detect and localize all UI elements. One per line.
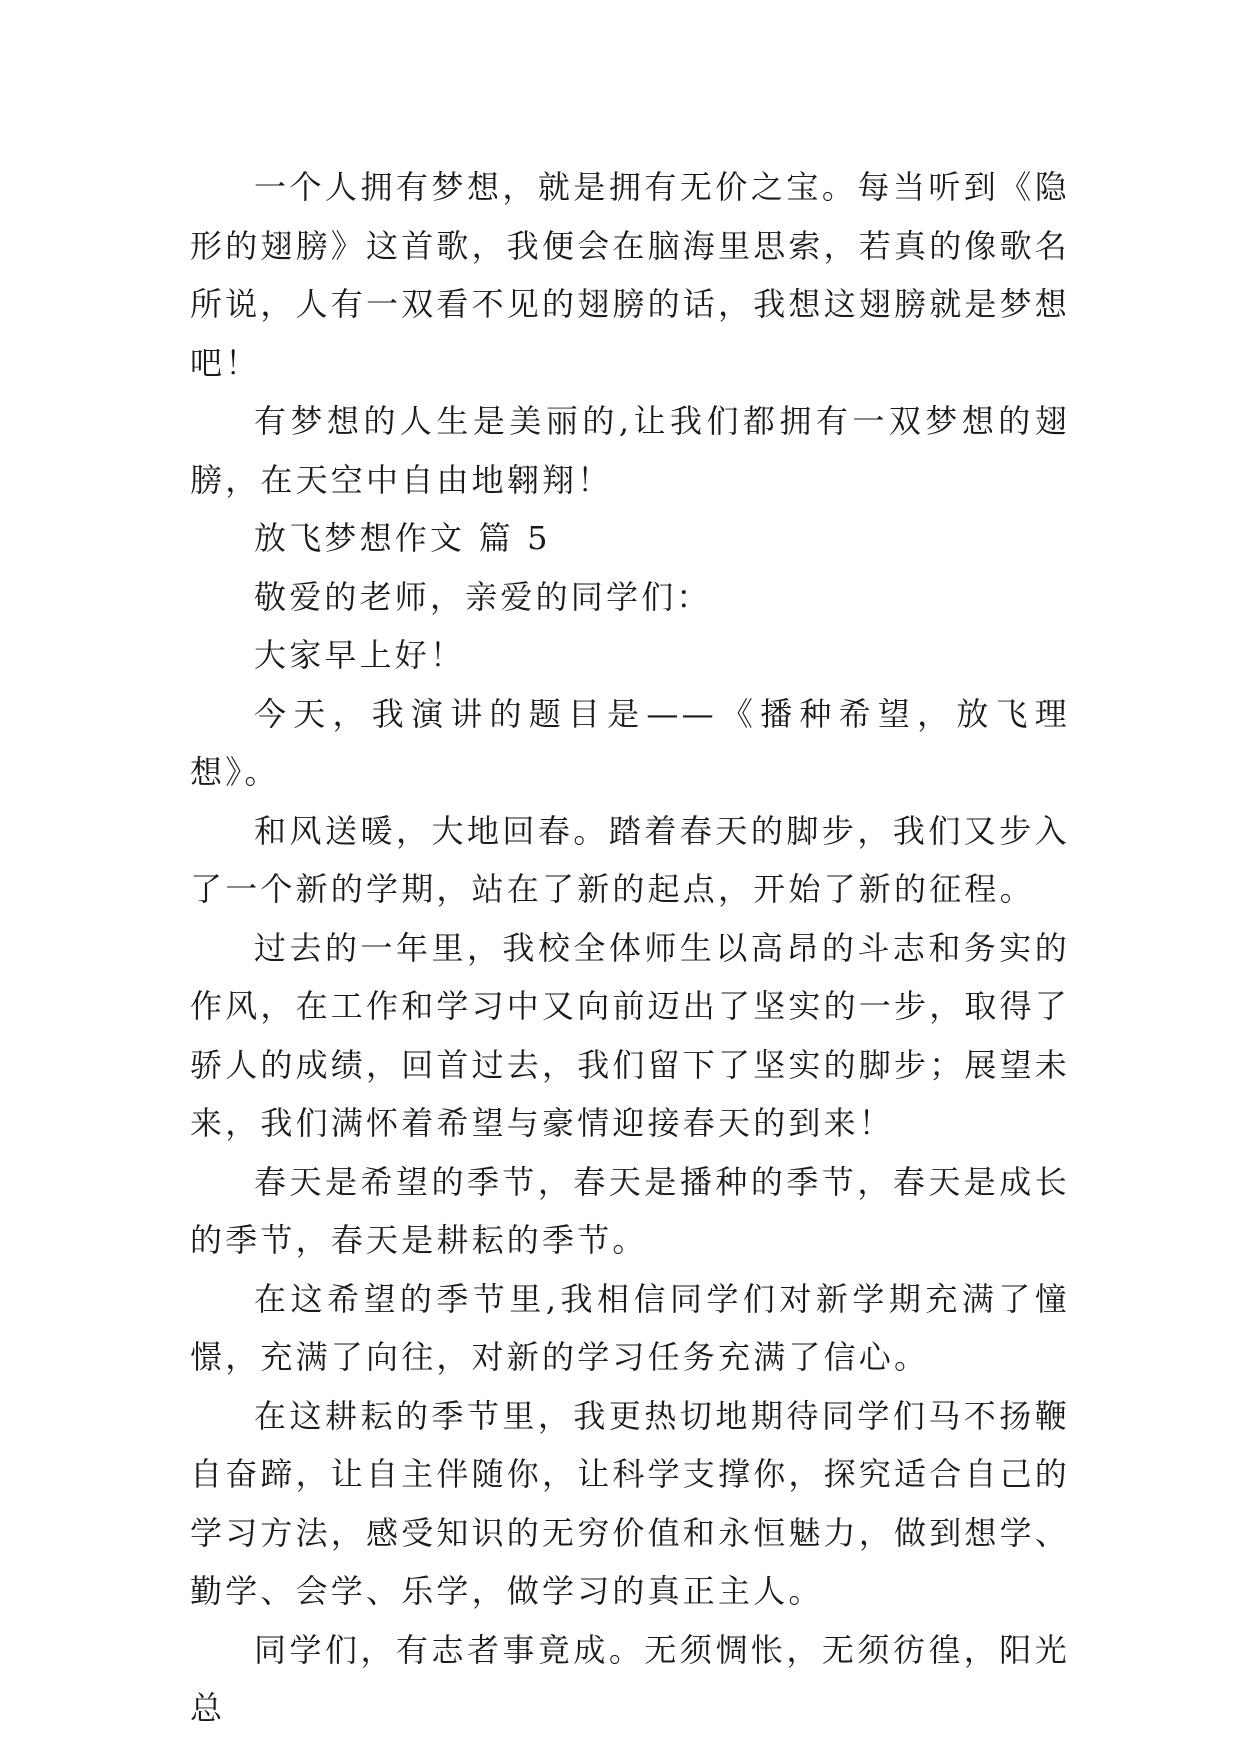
paragraph: 今天，我演讲的题目是——《播种希望，放飞理想》。 (190, 694, 1070, 791)
document-body (190, 158, 1070, 1738)
greeting: 大家早上好！ (254, 636, 466, 674)
paragraph: 一个人拥有梦想，就是拥有无价之宝。每当听到《隐形的翅膀》这首歌，我便会在脑海里思索，若真的像歌名所说，人有一双看不见的翅膀的话，我想这翅膀就是梦想吧！ (190, 168, 1071, 382)
paragraph: 有梦想的人生是美丽的,让我们都拥有一双梦想的翅膀，在天空中自由地翱翔！ (190, 402, 1070, 499)
paragraph: 在这耕耘的季节里，我更热切地期待同学们马不扬鞭自奋蹄，让自主伴随你，让科学支撑你，探究适合自己的学习方法，感受知识的无穷价值和永恒魅力，做到想学、勤学、会学、乐学，做学习的真正主人。 (190, 1396, 1071, 1610)
paragraph: 和风送暖，大地回春。踏着春天的脚步，我们又步入了一个新的学期，站在了新的起点，开始了新的征程。 (190, 811, 1070, 908)
paragraph: 春天是希望的季节，春天是播种的季节，春天是成长的季节，春天是耕耘的季节。 (190, 1162, 1070, 1259)
paragraph: 在这希望的季节里,我相信同学们对新学期充满了憧憬，充满了向往，对新的学习任务充满了信心。 (190, 1279, 1070, 1376)
salutation: 敬爱的老师，亲爱的同学们： (254, 577, 712, 616)
paragraph: 过去的一年里，我校全体师生以高昂的斗志和务实的作风，在工作和学习中又向前迈出了坚实的一步，取得了骄人的成绩，回首过去，我们留下了坚实的脚步；展望未来，我们满怀着希望与豪情迎接春天的到来！ (190, 928, 1071, 1142)
paragraph: 同学们，有志者事竟成。无须惆怅，无须彷徨，阳光总 (190, 1630, 1070, 1727)
section-heading: 放飞梦想作文 篇 5 (254, 519, 551, 557)
